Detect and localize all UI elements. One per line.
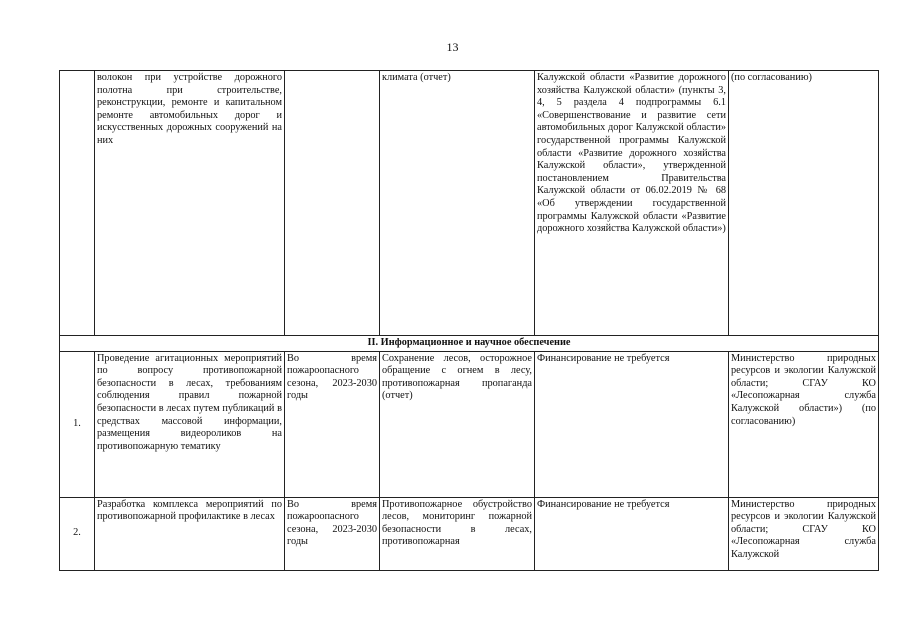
financing-cell: Калужской области «Развитие дорожного хозяйства Калужской области» (пункты 3, 4, 5 раздела 4 подпрограммы 6.1 «Совершенствование и развитие сети автомобильных дорог Калужской области» государственной программы Калужской области «Развитие дорожного хозяйства Калужской области», утвержденной постановлением Правительства Калужской области от 06.02.2019 № 68 «Об утверждении государственной программы Калужской области «Развитие дорожного хозяйства Калужской области») [535, 71, 729, 336]
table-row [60, 351, 879, 497]
table-row [60, 71, 879, 336]
responsible-cell: Министерство природных ресурсов и экологии Калужской области; СГАУ КО «Лесопожарная служба Калужской области») (по согласованию) [729, 351, 879, 497]
measure-cell: Разработка комплекса мероприятий по противопожарной профилактике в лесах [95, 497, 285, 570]
period-cell [285, 71, 380, 336]
row-number-cell [60, 71, 95, 336]
period-cell: Во время пожароопасного сезона, 2023-2030 годы [285, 351, 380, 497]
result-cell: Сохранение лесов, осторожное обращение с огнем в лесу, противопожарная пропаганда (отчет) [380, 351, 535, 497]
section-title: II. Информационное и научное обеспечение [60, 336, 879, 352]
section-header-row [60, 336, 879, 352]
row-number-cell: 1. [60, 351, 95, 497]
responsible-cell: (по согласованию) [729, 71, 879, 336]
responsible-cell: Министерство природных ресурсов и экологии Калужской области; СГАУ КО «Лесопожарная служба Калужской [729, 497, 879, 570]
result-cell: Противопожарное обустройство лесов, мониторинг пожарной безопасности в лесах, противопожарная [380, 497, 535, 570]
table-row [60, 497, 879, 570]
measure-cell: волокон при устройстве дорожного полотна при строительстве, реконструкции, ремонте и капитальном ремонте автомобильных дорог и искусственных дорожных сооружений на них [95, 71, 285, 336]
measures-table [59, 70, 879, 571]
page-number: 13 [446, 40, 459, 54]
measure-cell: Проведение агитационных мероприятий по вопросу противопожарной безопасности в лесах, требованиям соблюдения правил пожарной безопасности в лесах путем публикаций в средствах массовой информации, размещения видеороликов на противопожарную тематику [95, 351, 285, 497]
financing-cell: Финансирование не требуется [535, 497, 729, 570]
result-cell: климата (отчет) [380, 71, 535, 336]
financing-cell: Финансирование не требуется [535, 351, 729, 497]
row-number-cell: 2. [60, 497, 95, 570]
period-cell: Во время пожароопасного сезона, 2023-2030 годы [285, 497, 380, 570]
